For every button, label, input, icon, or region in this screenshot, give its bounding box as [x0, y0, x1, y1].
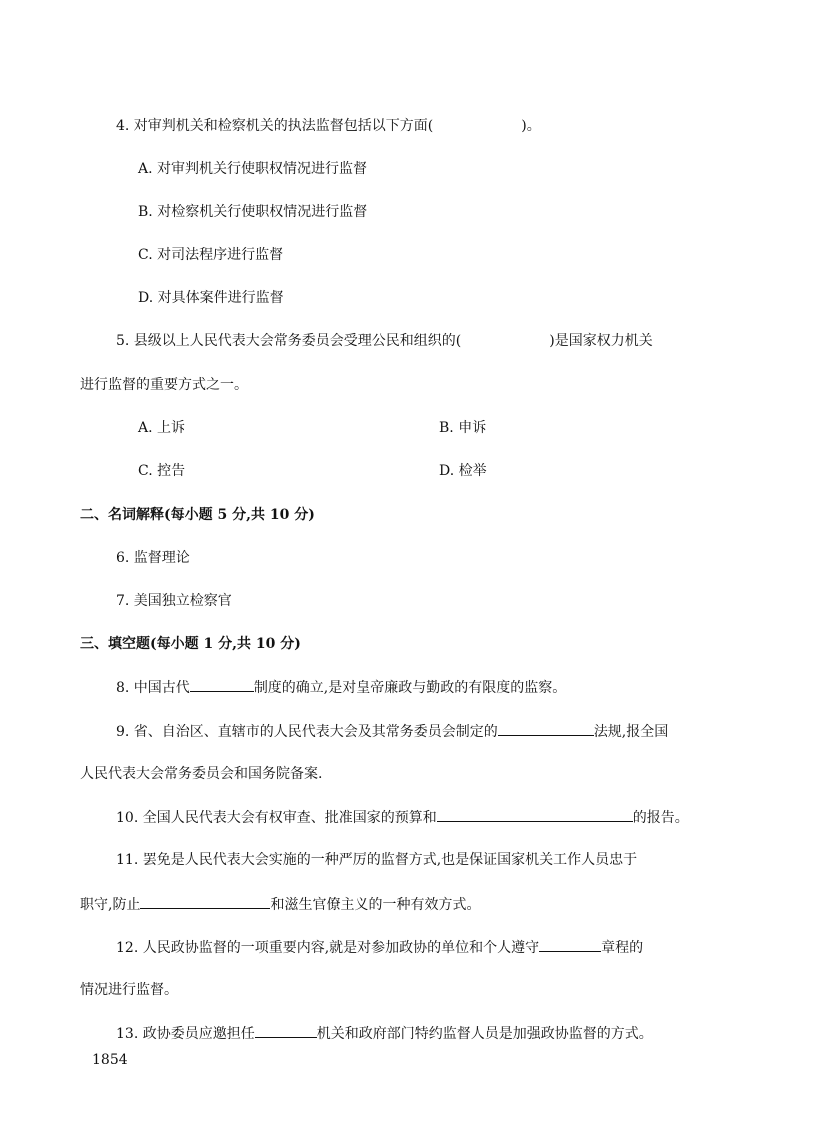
question-4-stem [116, 116, 541, 136]
question-9 [116, 721, 668, 742]
question-4-option-b: B. 对检察机关行使职权情况进行监督 [138, 204, 368, 220]
question-7: 7. 美国独立检察官 [116, 593, 232, 609]
question-9-text-b: 法规,报全国 [593, 724, 669, 740]
question-5-option-d: D. 检举 [439, 463, 487, 479]
question-12 [116, 937, 643, 958]
question-9-text-a: 9. 省、自治区、直辖市的人民代表大会及其常务委员会制定的 [116, 724, 498, 740]
question-12-text-a: 12. 人民政协监督的一项重要内容,就是对参加政协的单位和个人遵守 [116, 940, 540, 956]
question-4-stem-text: 4. 对审判机关和检察机关的执法监督包括以下方面( [116, 118, 434, 134]
question-6: 6. 监督理论 [116, 550, 190, 566]
question-10-blank [437, 807, 633, 822]
question-4-option-c: C. 对司法程序进行监督 [138, 247, 284, 263]
question-13-text-a: 13. 政协委员应邀担任 [116, 1026, 255, 1042]
question-5-option-a: A. 上诉 [138, 420, 186, 436]
question-11-continued [80, 894, 480, 915]
question-8-text-a: 8. 中国古代 [116, 680, 190, 696]
question-8 [116, 677, 566, 698]
question-4-option-d: D. 对具体案件进行监督 [138, 290, 284, 306]
question-11-text-c: 和滋生官僚主义的一种有效方式。 [270, 897, 481, 913]
question-9-continued: 人民代表大会常务委员会和国务院备案. [80, 766, 323, 782]
question-5-stem [116, 331, 653, 351]
question-4-stem-end: )。 [521, 118, 541, 134]
question-5-stem-text: 5. 县级以上人民代表大会常务委员会受理公民和组织的( [116, 333, 462, 349]
question-8-blank [190, 677, 254, 692]
question-12-continued: 情况进行监督。 [80, 982, 178, 998]
question-5-option-b: B. 申诉 [439, 420, 487, 436]
question-5-stem-continued: 进行监督的重要方式之一。 [80, 377, 248, 393]
section-2-heading: 二、名词解释(每小题 5 分,共 10 分) [80, 507, 315, 523]
page-number: 1854 [92, 1052, 128, 1068]
question-8-text-b: 制度的确立,是对皇帝廉政与勤政的有限度的监察。 [253, 680, 567, 696]
question-11-blank [140, 894, 270, 909]
question-11-text-b: 职守,防止 [80, 897, 141, 913]
question-4-option-a: A. 对审判机关行使职权情况进行监督 [138, 161, 368, 177]
question-13 [116, 1023, 653, 1044]
question-9-blank [498, 721, 594, 736]
question-5-stem-end: )是国家权力机关 [549, 333, 653, 349]
question-12-text-b: 章程的 [601, 940, 644, 956]
question-10-text-a: 10. 全国人民代表大会有权审查、批准国家的预算和 [116, 810, 437, 826]
question-11: 11. 罢免是人民代表大会实施的一种严厉的监督方式,也是保证国家机关工作人员忠于 [116, 852, 638, 868]
section-3-heading: 三、填空题(每小题 1 分,共 10 分) [80, 636, 301, 652]
question-13-blank [255, 1023, 317, 1038]
question-10 [116, 807, 689, 828]
question-10-text-b: 的报告。 [632, 810, 689, 826]
question-5-option-c: C. 控告 [138, 463, 186, 479]
question-12-blank [539, 937, 601, 952]
question-13-text-b: 机关和政府部门特约监督人员是加强政协监督的方式。 [316, 1026, 653, 1042]
